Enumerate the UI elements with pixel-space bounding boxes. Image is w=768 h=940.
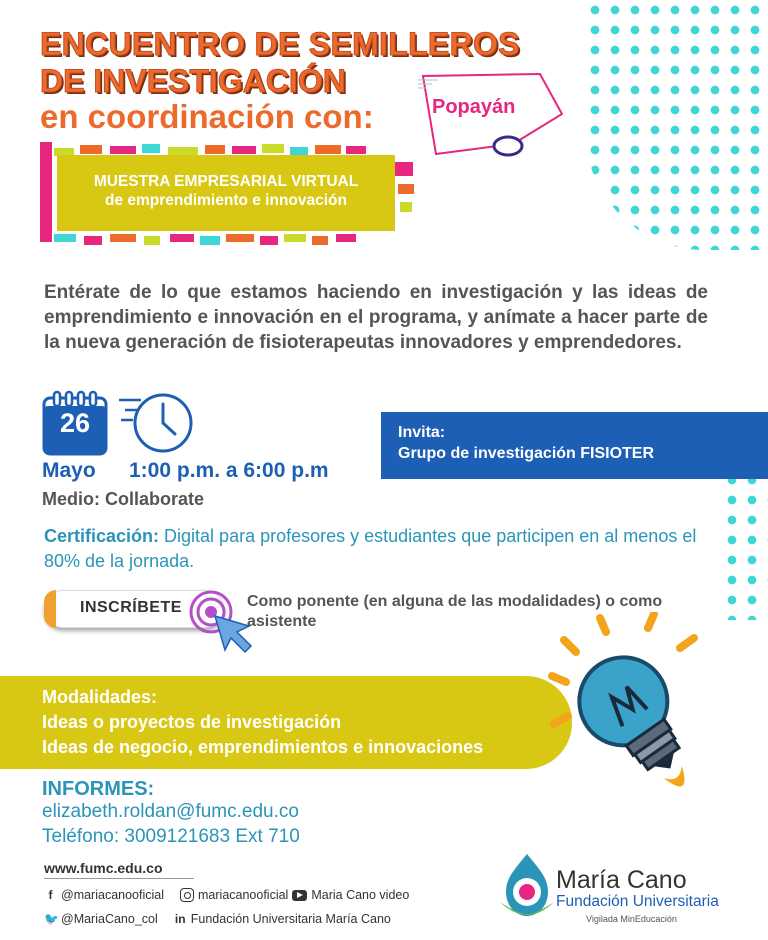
modalities-title: Modalidades: — [42, 687, 158, 707]
logo-name: María Cano — [556, 866, 687, 894]
dot-decoration — [752, 426, 762, 436]
signup-button-accent — [44, 590, 56, 628]
logo-subtitle: Fundación Universitaria — [556, 893, 719, 910]
facebook-icon: f — [48, 887, 53, 902]
facebook-handle[interactable]: @mariacanooficial — [61, 888, 165, 902]
lightbulb-rocket-icon — [548, 612, 738, 822]
youtube-icon — [292, 890, 307, 901]
logo-tagline: Vigilada MinEducación — [586, 914, 677, 924]
social-row-1 — [44, 888, 409, 902]
modality-item: Ideas de negocio, emprendimientos e innovaciones — [42, 737, 484, 757]
invita-group: Grupo de investigación FISIOTER — [398, 445, 655, 462]
contact-title: INFORMES: — [42, 778, 155, 800]
instagram-handle[interactable]: mariacanooficial — [198, 888, 289, 902]
website-link[interactable]: www.fumc.edu.co — [44, 860, 163, 876]
modality-item: Ideas o proyectos de investigación — [42, 712, 342, 732]
twitter-handle[interactable]: @MariaCano_col — [61, 912, 158, 926]
contact-email[interactable]: elizabeth.roldan@fumc.edu.co — [42, 801, 299, 822]
event-medium: Medio: Collaborate — [42, 489, 205, 509]
contact-phone: Teléfono: 3009121683 Ext 710 — [42, 826, 300, 847]
dots-pattern-top — [585, 0, 768, 250]
dots-pattern-right — [722, 470, 768, 620]
linkedin-page[interactable]: Fundación Universitaria María Cano — [190, 912, 391, 926]
instagram-icon — [180, 888, 194, 902]
maria-cano-logo-icon — [496, 852, 558, 922]
banner-label — [57, 172, 395, 210]
title-line-1: ENCUENTRO DE SEMILLEROS — [40, 26, 520, 62]
intro-paragraph: Entérate de lo que estamos haciendo en investigación y las ideas de emprendimiento e innovación en el programa, y anímate a hacer parte de la nueva generación de fisioterapeutas innovadores y emprendedores. — [44, 282, 708, 353]
clock-icon — [117, 390, 197, 456]
social-row-2 — [44, 912, 391, 926]
signup-note: Como ponente (en alguna de las modalidades) o como asistente — [247, 593, 663, 630]
dot-decoration — [732, 426, 742, 436]
title-line-2: DE INVESTIGACIÓN — [40, 63, 346, 99]
invita-label: Invita: — [398, 424, 446, 441]
signup-button-label[interactable]: INSCRÍBETE — [80, 599, 182, 616]
dot-decoration — [752, 446, 762, 456]
divider — [44, 878, 194, 879]
title-line-3: en coordinación con: — [40, 98, 374, 135]
certification-text — [44, 524, 714, 574]
certification-label: Certificación: — [44, 526, 160, 546]
banner-line-2: de emprendimiento e innovación — [104, 192, 347, 209]
event-month: Mayo — [42, 459, 96, 482]
event-day: 26 — [59, 408, 91, 438]
youtube-channel[interactable]: Maria Cano video — [311, 888, 410, 902]
event-time: 1:00 p.m. a 6:00 p.m — [129, 459, 329, 482]
certification-description: Digital para profesores y estudiantes que participen en al menos el 80% de la jornada. — [44, 526, 697, 571]
twitter-icon: 🐦 — [44, 911, 59, 926]
city-tag: Popayán — [432, 96, 516, 118]
linkedin-icon: in — [174, 911, 186, 926]
banner-line-1: MUESTRA EMPRESARIAL VIRTUAL — [93, 173, 359, 190]
